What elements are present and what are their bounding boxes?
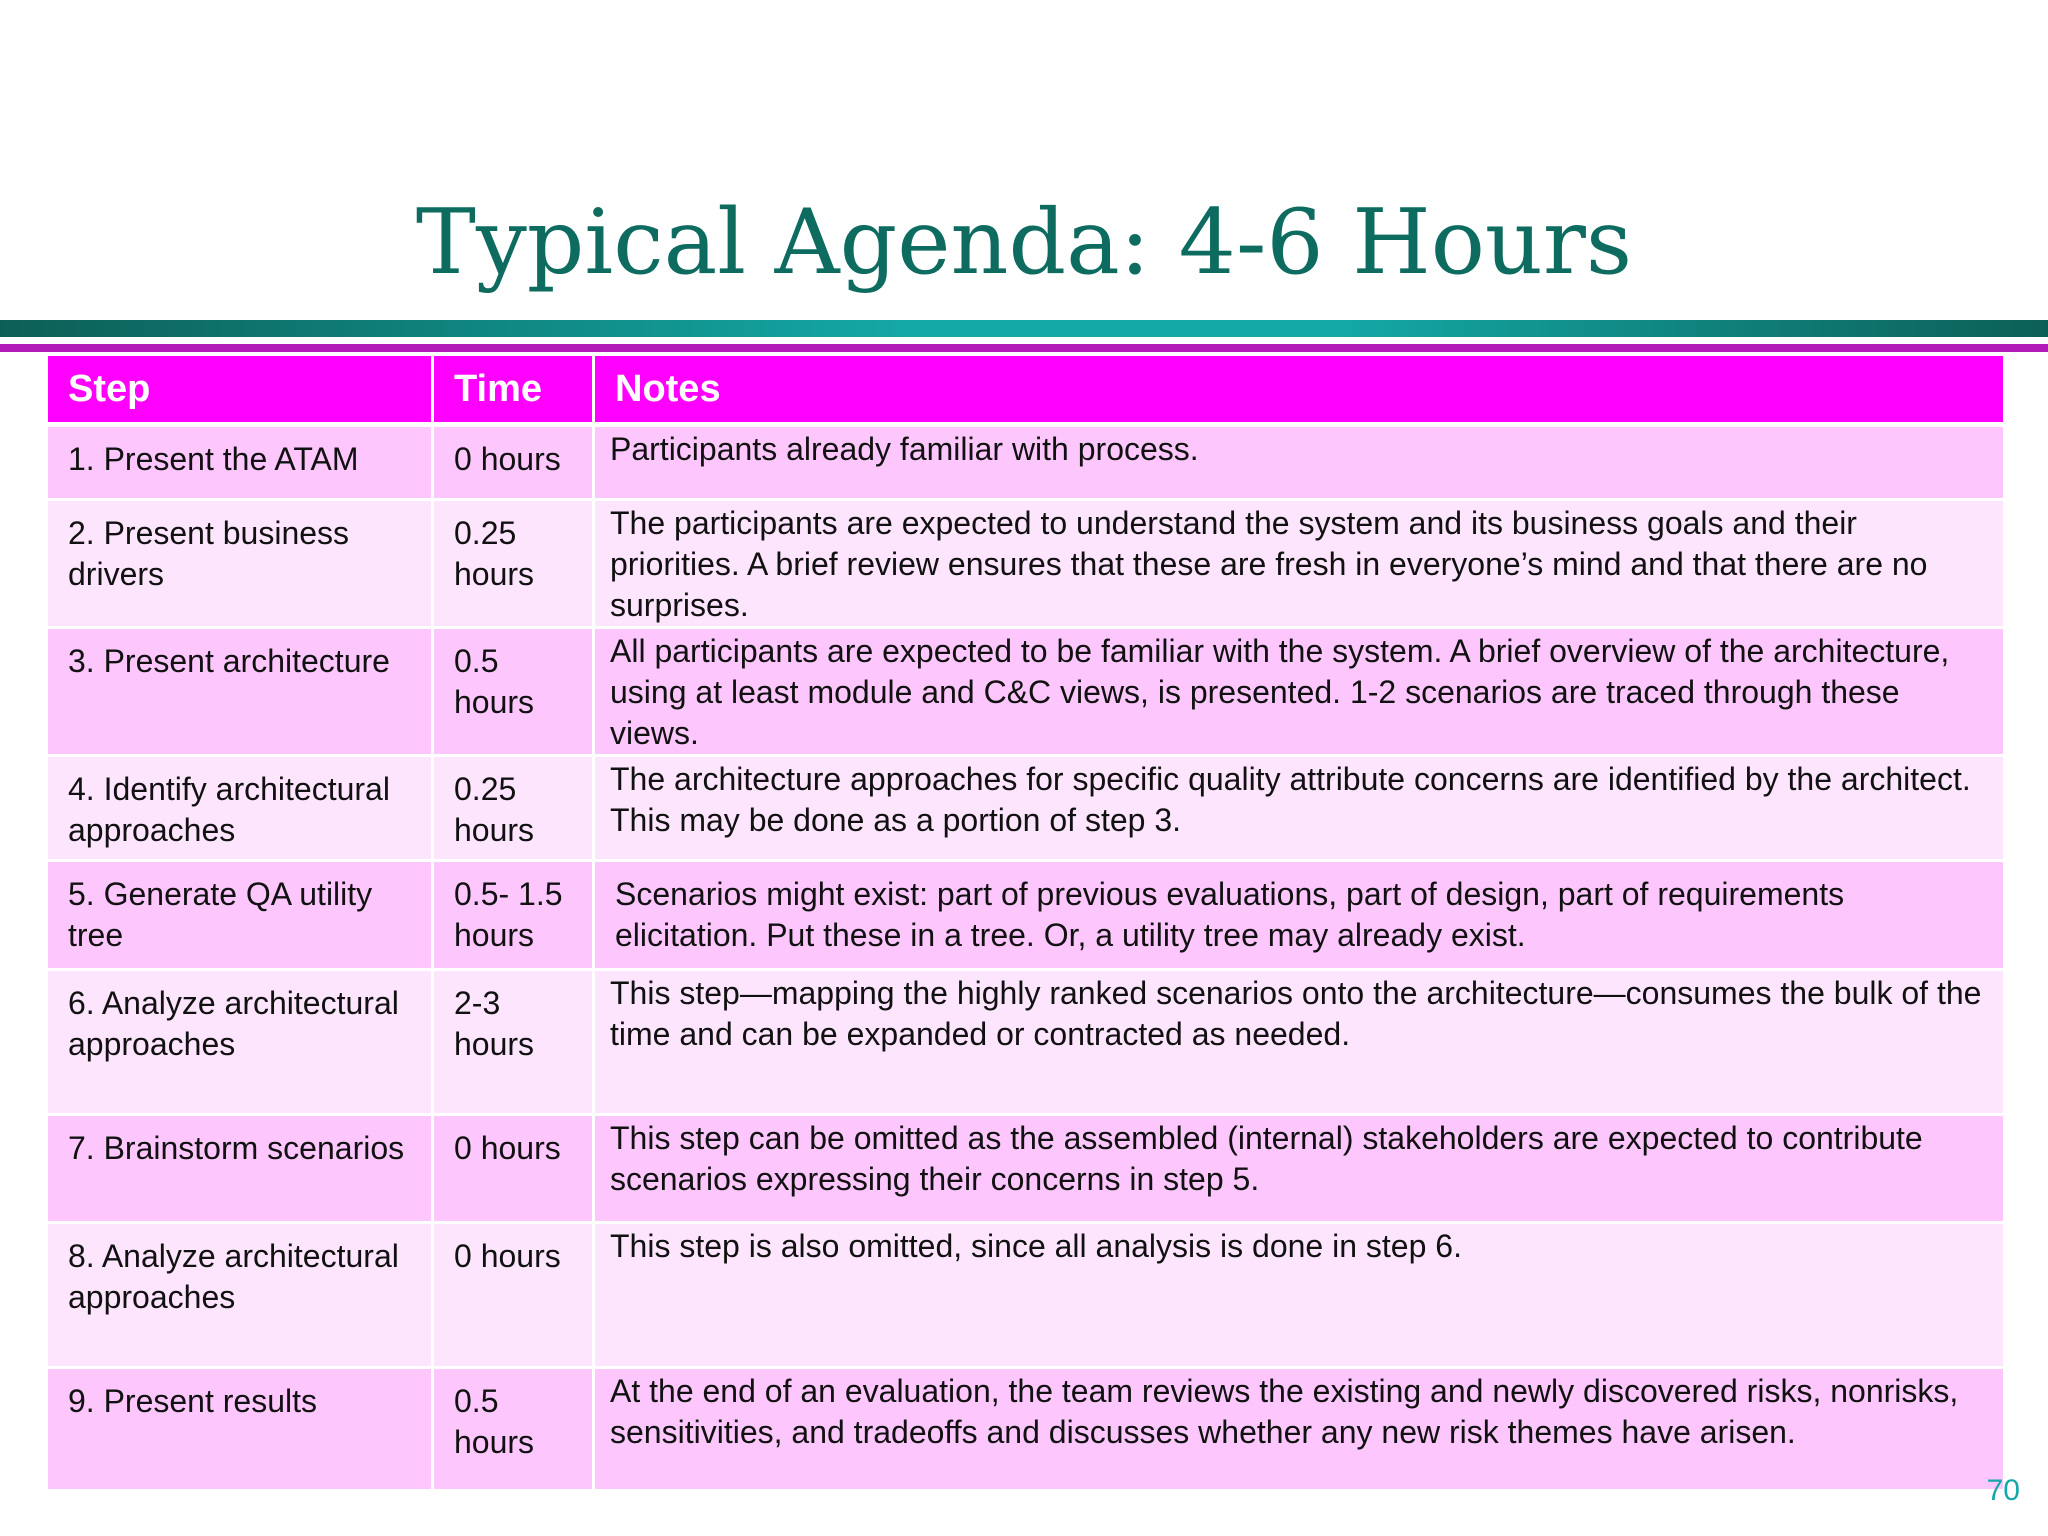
time-cell: 0.5 hours: [433, 1368, 594, 1491]
notes-cell: The architecture approaches for specific quality attribute concerns are identified by the architect. This may be done as a portion of step 3.: [594, 756, 2005, 861]
header-step: Step: [47, 356, 433, 425]
table-row: [47, 861, 2005, 970]
table-row: [47, 1223, 2005, 1368]
agenda-table-container: [45, 356, 2003, 1492]
notes-cell: This step—mapping the highly ranked scenarios onto the architecture—consumes the bulk of the time and can be expanded or contracted as needed.: [594, 970, 2005, 1115]
time-cell: 0.5 hours: [433, 628, 594, 756]
step-cell: 1. Present the ATAM: [47, 425, 433, 500]
step-cell: 5. Generate QA utility tree: [47, 861, 433, 970]
page-number: 70: [1986, 1474, 2020, 1507]
agenda-table: [45, 356, 2006, 1492]
step-cell: 2. Present business drivers: [47, 500, 433, 628]
teal-divider: [0, 320, 2048, 337]
table-header-row: [47, 356, 2005, 425]
notes-cell: Scenarios might exist: part of previous evaluations, part of design, part of requirements elicitation. Put these in a tree. Or, a utility tree may already exist.: [594, 861, 2005, 970]
table-row: [47, 1368, 2005, 1491]
step-cell: 4. Identify architectural approaches: [47, 756, 433, 861]
notes-cell: This step can be omitted as the assembled (internal) stakeholders are expected to contribute scenarios expressing their concerns in step 5.: [594, 1115, 2005, 1223]
time-cell: 0 hours: [433, 1223, 594, 1368]
notes-cell: All participants are expected to be familiar with the system. A brief overview of the architecture, using at least module and C&C views, is presented. 1-2 scenarios are traced through these views.: [594, 628, 2005, 756]
table-row: [47, 756, 2005, 861]
time-cell: 0 hours: [433, 425, 594, 500]
step-cell: 3. Present architecture: [47, 628, 433, 756]
time-cell: 0 hours: [433, 1115, 594, 1223]
table-row: [47, 425, 2005, 500]
magenta-divider: [0, 344, 2048, 352]
time-cell: 0.25 hours: [433, 500, 594, 628]
table-row: [47, 970, 2005, 1115]
step-cell: 7. Brainstorm scenarios: [47, 1115, 433, 1223]
notes-cell: The participants are expected to understand the system and its business goals and their priorities. A brief review ensures that these are fresh in everyone’s mind and that there are no surprises.: [594, 500, 2005, 628]
notes-cell: This step is also omitted, since all analysis is done in step 6.: [594, 1223, 2005, 1368]
notes-cell: Participants already familiar with process.: [594, 425, 2005, 500]
time-cell: 2-3 hours: [433, 970, 594, 1115]
header-time: Time: [433, 356, 594, 425]
table-row: [47, 500, 2005, 628]
slide-title: Typical Agenda: 4-6 Hours: [415, 190, 1633, 295]
step-cell: 9. Present results: [47, 1368, 433, 1491]
step-cell: 6. Analyze architectural approaches: [47, 970, 433, 1115]
notes-cell: At the end of an evaluation, the team reviews the existing and newly discovered risks, nonrisks, sensitivities, and tradeoffs and discusses whether any new risk themes have arisen.: [594, 1368, 2005, 1491]
table-row: [47, 628, 2005, 756]
time-cell: 0.5- 1.5 hours: [433, 861, 594, 970]
step-cell: 8. Analyze architectural approaches: [47, 1223, 433, 1368]
table-row: [47, 1115, 2005, 1223]
header-notes: Notes: [594, 356, 2005, 425]
time-cell: 0.25 hours: [433, 756, 594, 861]
